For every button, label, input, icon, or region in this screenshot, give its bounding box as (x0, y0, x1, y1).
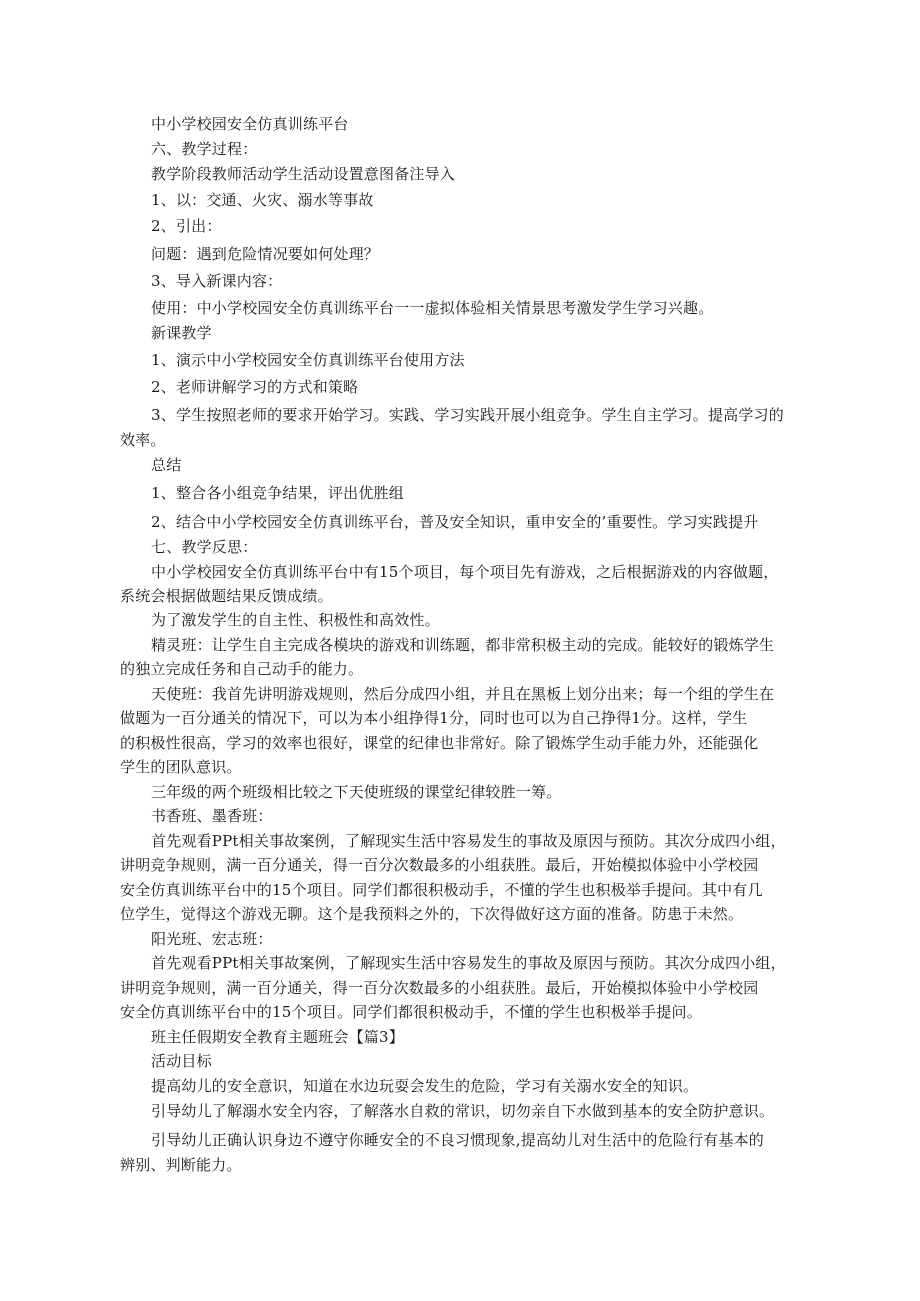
text-line: 讲明竞争规则，满一百分通关，得一百分次数最多的小组获胜。最后，开始模拟体验中小学校园 (120, 979, 759, 997)
text-line: 的积极性很高，学习的效率也很好，课堂的纪律也非常好。除了锻炼学生动手能力外，还能强化 (120, 734, 759, 752)
heading-teaching-process: 六、教学过程： (151, 140, 258, 158)
text-line: 提高幼儿的安全意识，知道在水边玩耍会发生的危险，学习有关溺水安全的知识。 (151, 1077, 699, 1095)
text-line: 做题为一百分通关的情况下，可以为本小组挣得1分，同时也可以为自己挣得1分。这样，学生 (120, 709, 748, 727)
text-line: 位学生，觉得这个游戏无聊。这个是我预料之外的，下次得做好这方面的准备。防患于未然。 (120, 905, 744, 923)
text-line: 效率。 (120, 431, 166, 449)
list-item: 1、以：交通、火灾、溺水等事故 (151, 191, 374, 209)
text-line: 首先观看PPt相关事故案例，了解现实生活中容易发生的事故及原因与预防。其次分成四小组， (151, 954, 786, 972)
list-item: 1、整合各小组竞争结果，评出优胜组 (151, 484, 404, 502)
text-line: 的独立完成任务和自己动手的能力。 (120, 660, 364, 678)
text-line: 使用：中小学校园安全仿真训练平台一一虚拟体验相关情景思考激发学生学习兴趣。 (151, 299, 714, 317)
class-heading: 阳光班、宏志班： (151, 930, 273, 948)
list-item: 3、学生按照老师的要求开始学习。实践、学习实践开展小组竞争。学生自主学习。提高学习的 (151, 406, 784, 424)
text-line: 精灵班：让学生自主完成各模块的游戏和训练题，都非常积极主动的完成。能较好的锻炼学生 (151, 636, 775, 654)
text-line: 引导幼儿了解溺水安全内容，了解落水自救的常识，切勿亲自下水做到基本的安全防护意识。 (151, 1102, 775, 1120)
text-line: 安全仿真训练平台中的15个项目。同学们都很积极动手，不懂的学生也积极举手提问。 (120, 1003, 702, 1021)
text-line: 引导幼儿正确认识身边不遵守你睡安全的不良习惯现象,提高幼儿对生活中的危险行有基本的 (151, 1131, 764, 1149)
text-line: 教学阶段教师活动学生活动设置意图备注导入 (151, 165, 456, 183)
list-item: 3、导入新课内容： (151, 272, 283, 290)
section-title: 中小学校园安全仿真训练平台 (151, 115, 349, 133)
text-line: 辨别、判断能力。 (120, 1156, 242, 1174)
heading-activity-goals: 活动目标 (151, 1052, 212, 1070)
text-line: 中小学校园安全仿真训练平台中有15个项目，每个项目先有游戏，之后根据游戏的内容做题， (151, 563, 779, 581)
text-line: 安全仿真训练平台中的15个项目。同学们都很积极动手，不懂的学生也积极举手提问。其中有几 (120, 881, 763, 899)
list-item: 2、引出： (151, 217, 222, 235)
list-item: 2、老师讲解学习的方式和策略 (151, 378, 359, 396)
text-line: 学生的团队意识。 (120, 758, 242, 776)
text-line: 讲明竞争规则，满一百分通关，得一百分次数最多的小组获胜。最后，开始模拟体验中小学校园 (120, 856, 759, 874)
chapter-heading: 班主任假期安全教育主题班会【篇3】 (151, 1028, 404, 1046)
list-item: 1、演示中小学校园安全仿真训练平台使用方法 (151, 351, 465, 369)
heading-new-lesson: 新课教学 (151, 324, 212, 342)
class-heading: 书香班、墨香班： (151, 807, 273, 825)
text-line: 三年级的两个班级相比较之下天使班级的课堂纪律较胜一筹。 (151, 783, 562, 801)
list-item: 2、结合中小学校园安全仿真训练平台，普及安全知识，重申安全的’重要性。学习实践提升 (151, 513, 759, 531)
heading-summary: 总结 (151, 456, 182, 474)
text-line: 天使班：我首先讲明游戏规则，然后分成四小组，并且在黑板上划分出来；每一个组的学生在 (151, 685, 775, 703)
text-line: 为了激发学生的自主性、积极性和高效性。 (151, 611, 440, 629)
text-line: 首先观看PPt相关事故案例，了解现实生活中容易发生的事故及原因与预防。其次分成四小组， (151, 832, 786, 850)
text-line: 问题：遇到危险情况要如何处理？ (151, 245, 380, 263)
heading-reflection: 七、教学反思： (151, 538, 258, 556)
text-line: 系统会根据做题结果反馈成绩。 (120, 587, 333, 605)
